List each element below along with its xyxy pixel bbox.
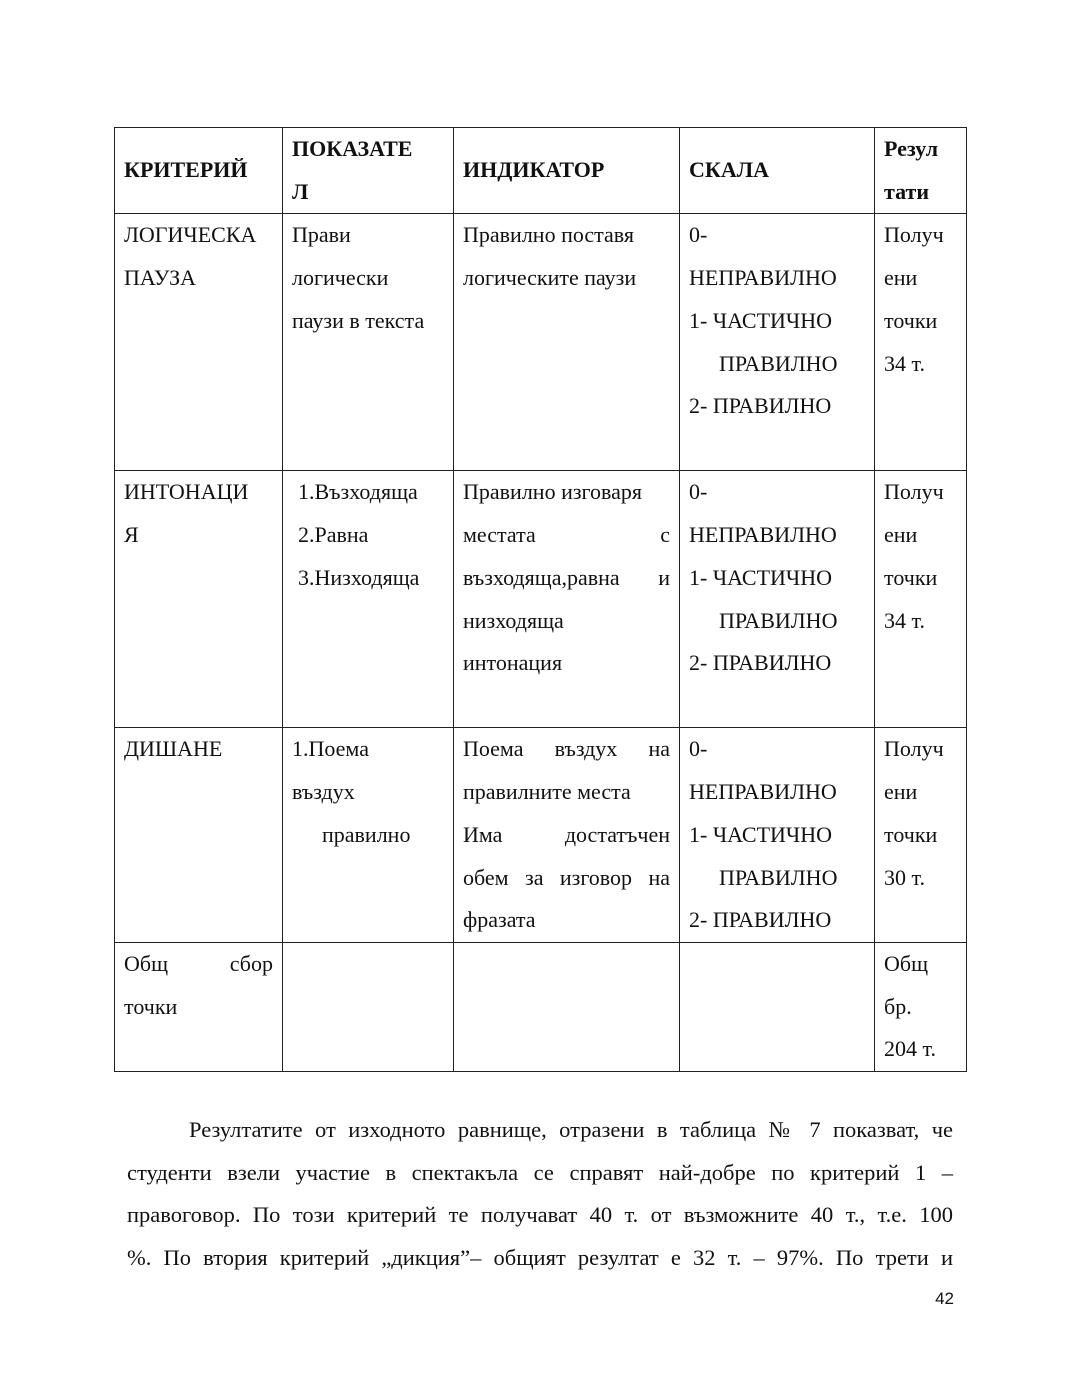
body-paragraph <box>127 1109 953 1279</box>
cell-scale: 0- НЕПРАВИЛНО 1- ЧАСТИЧНО ПРАВИЛНО 2- ПРАВИЛНО <box>680 728 875 943</box>
paragraph-line: Резултатите от изходното равнище, отразени в таблица № 7 показват, че <box>189 1117 953 1142</box>
table-row-total <box>115 942 967 1071</box>
cell-indicator: Правилно поставя логическите паузи <box>454 214 680 471</box>
cell-result: Получ ени точки 34 т. <box>875 214 967 471</box>
cell-metric: 1.Възходяща 2.Равна 3.Низходяща <box>283 471 454 728</box>
cell-empty <box>680 942 875 1071</box>
cell-empty <box>454 942 680 1071</box>
evaluation-table <box>114 127 967 1072</box>
page-number: 42 <box>935 1289 954 1308</box>
header-indicator: ИНДИКАТОР <box>454 128 680 214</box>
cell-metric: Прави логически паузи в текста <box>283 214 454 471</box>
paragraph-line: %. По втория критерий „дикция”– общият резултат е 32 т. – 97%. По трети и <box>127 1244 953 1270</box>
cell-result: Получ ени точки 34 т. <box>875 471 967 728</box>
header-scale: СКАЛА <box>680 128 875 214</box>
cell-indicator: Правилно изговаря местата с възходяща,равна и низходяща интонация <box>454 471 680 728</box>
header-indicator-metric: ПОКАЗАТЕ Л <box>283 128 454 214</box>
cell-criterion: ДИШАНЕ <box>115 728 283 943</box>
cell-criterion: ЛОГИЧЕСКА ПАУЗА <box>115 214 283 471</box>
cell-metric: 1.Поема въздух правилно <box>283 728 454 943</box>
table-row <box>115 214 967 471</box>
cell-total-label: Общ сбор точки <box>115 942 283 1071</box>
paragraph-line: правоговор. По този критерий те получават 40 т. от възможните 40 т., т.е. 100 <box>127 1202 953 1228</box>
cell-indicator: Поема въздух на правилните места Има достатъчен обем за изговор на фразата <box>454 728 680 943</box>
cell-empty <box>283 942 454 1071</box>
header-criterion: КРИТЕРИЙ <box>115 128 283 214</box>
cell-scale: 0- НЕПРАВИЛНО 1- ЧАСТИЧНО ПРАВИЛНО 2- ПРАВИЛНО <box>680 471 875 728</box>
paragraph-line: студенти взели участие в спектакъла се справят най-добре по критерий 1 – <box>127 1159 953 1185</box>
cell-scale: 0- НЕПРАВИЛНО 1- ЧАСТИЧНО ПРАВИЛНО 2- ПРАВИЛНО <box>680 214 875 471</box>
cell-total-result: Общ бр. 204 т. <box>875 942 967 1071</box>
cell-criterion: ИНТОНАЦИ Я <box>115 471 283 728</box>
table-header-row <box>115 128 967 214</box>
cell-result: Получ ени точки 30 т. <box>875 728 967 943</box>
header-results: Резул тати <box>875 128 967 214</box>
table-row <box>115 728 967 943</box>
table-row <box>115 471 967 728</box>
